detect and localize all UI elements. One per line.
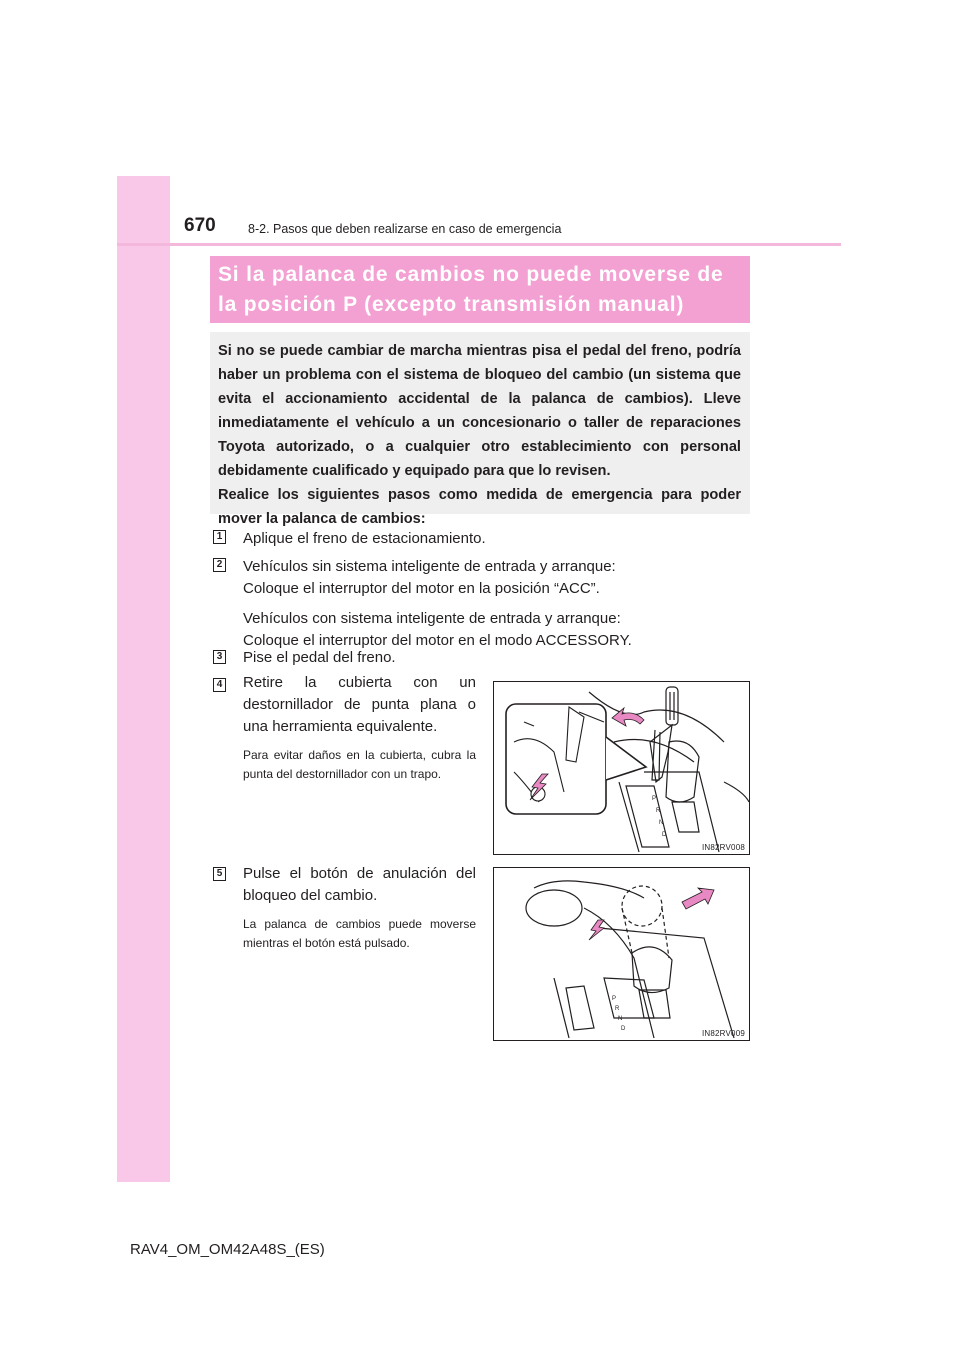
step-2-b-line-1: Vehículos con sistema inteligente de entrada y arranque:	[243, 610, 621, 627]
step-1-instruction: Aplique el freno de estacionamiento.	[243, 530, 486, 547]
illustration-screwdriver-cover	[494, 682, 749, 854]
chapter-sidebar-tab	[117, 176, 170, 1182]
page-number: 670	[184, 215, 216, 236]
step-2-a-line-2: Coloque el interruptor del motor en la posición “ACC”.	[243, 580, 600, 597]
step-4-instruction: Retire la cubierta con un destornillador de punta plana o una herramienta equivalente.	[243, 674, 476, 735]
step-5-instruction: Pulse el botón de anulación del bloqueo del cambio.	[243, 865, 476, 904]
step-4-note: Para evitar daños en la cubierta, cubra la punta del destornillador con un trapo.	[243, 748, 476, 781]
step-number-2: 2	[213, 558, 226, 572]
step-number-3: 3	[213, 650, 226, 664]
svg-text:R: R	[656, 808, 661, 814]
step-5-text	[243, 863, 476, 953]
svg-text:P: P	[652, 796, 657, 802]
banner-line-2: la posición P (excepto transmisión manual)	[218, 293, 685, 316]
intro-paragraph-2: Realice los siguientes pasos como medida de emergencia para poder mover la palanca de cambios:	[218, 487, 741, 527]
intro-box	[210, 332, 750, 527]
svg-text:R: R	[615, 1006, 620, 1012]
svg-text:P: P	[612, 996, 617, 1002]
illustration-shift-lever	[494, 868, 749, 1040]
section-banner	[210, 256, 750, 323]
step-2-b-line-2: Coloque el interruptor del motor en el modo ACCESSORY.	[243, 632, 632, 649]
banner-line-1: Si la palanca de cambios no puede moverse de	[218, 263, 724, 286]
step-4-text	[243, 672, 476, 784]
step-2-text	[243, 556, 763, 652]
svg-text:D: D	[662, 832, 667, 838]
step-1-text	[243, 528, 763, 550]
svg-text:D: D	[621, 1026, 626, 1032]
step-number-5: 5	[213, 867, 226, 881]
figure-remove-cover	[493, 681, 750, 855]
svg-text:N: N	[618, 1016, 623, 1022]
step-3-instruction: Pise el pedal del freno.	[243, 649, 396, 666]
manual-code-footer: RAV4_OM_OM42A48S_(ES)	[130, 1241, 325, 1258]
step-number-4: 4	[213, 678, 226, 692]
step-2-group-b	[243, 608, 763, 652]
header-rule	[117, 243, 841, 246]
step-5-note: La palanca de cambios puede moverse mientras el botón está pulsado.	[243, 917, 476, 950]
figure-code: IN82RV009	[701, 1029, 745, 1038]
step-2-a-line-1: Vehículos sin sistema inteligente de entrada y arranque:	[243, 558, 616, 575]
figure-shift-lock-release	[493, 867, 750, 1041]
step-2-group-a	[243, 556, 763, 600]
svg-text:N: N	[659, 820, 664, 826]
section-title: 8-2. Pasos que deben realizarse en caso de emergencia	[248, 222, 562, 236]
intro-paragraph-1: Si no se puede cambiar de marcha mientras pisa el pedal del freno, podría haber un problema con el sistema de bloqueo del cambio (un sistema que evita el accionamiento accidental de la palanca de cambios). Lleve inmediatamente el vehículo a un concesionario o taller de reparaciones Toyota autorizado, o a cualquier otro establecimiento con personal debidamente cualificado y equipado para que lo revisen.	[218, 343, 741, 479]
step-3-text	[243, 647, 763, 669]
figure-code: IN82RV008	[701, 843, 745, 852]
step-number-1: 1	[213, 530, 226, 544]
